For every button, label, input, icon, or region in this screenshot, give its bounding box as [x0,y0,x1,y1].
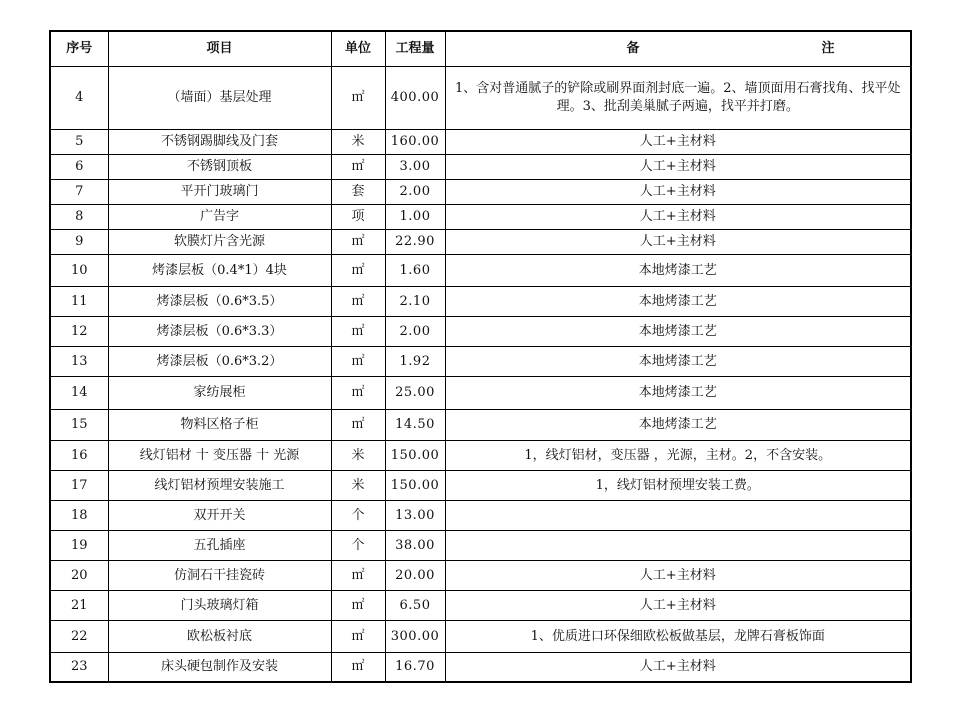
row-qty: 160.00 [385,129,445,154]
row-qty: 150.00 [385,440,445,470]
row-note: 1，线灯铝材预埋安装工费。 [445,470,911,500]
row-qty: 38.00 [385,530,445,560]
row-item: 床头硬包制作及安装 [108,652,331,682]
row-note: 人工+主材料 [445,652,911,682]
header-item: 项目 [108,31,331,66]
row-item: 广告字 [108,204,331,229]
row-seq: 20 [50,560,108,590]
row-qty: 22.90 [385,229,445,254]
row-unit: ㎡ [331,409,385,440]
row-seq: 6 [50,154,108,179]
row-seq: 19 [50,530,108,560]
row-seq: 18 [50,500,108,530]
header-note-left: 备 [626,41,640,56]
row-note: 人工+主材料 [445,590,911,620]
row-seq: 9 [50,229,108,254]
row-note: 人工+主材料 [445,179,911,204]
row-item: 欧松板衬底 [108,620,331,652]
row-note: 1、含对普通腻子的铲除或刷界面剂封底一遍。2、墙顶面用石膏找角、找平处理。3、批刮美巢腻子两遍，找平并打磨。 [445,66,911,129]
row-item: 家纺展柜 [108,376,331,409]
row-note: 人工+主材料 [445,129,911,154]
row-unit: ㎡ [331,590,385,620]
table-row [50,620,911,652]
row-qty: 20.00 [385,560,445,590]
row-qty: 300.00 [385,620,445,652]
row-item: 不锈钢踢脚线及门套 [108,129,331,154]
row-note: 人工+主材料 [445,204,911,229]
row-item: 双开开关 [108,500,331,530]
table-row [50,66,911,129]
row-seq: 8 [50,204,108,229]
row-unit: ㎡ [331,66,385,129]
table-row [50,286,911,316]
row-qty: 2.10 [385,286,445,316]
row-item: 线灯铝材 十 变压器 十 光源 [108,440,331,470]
row-item: 不锈钢顶板 [108,154,331,179]
row-qty: 14.50 [385,409,445,440]
row-qty: 400.00 [385,66,445,129]
row-qty: 1.60 [385,254,445,286]
row-seq: 16 [50,440,108,470]
row-note: 1，线灯铝材，变压器 ，光源，主材。2，不含安装。 [445,440,911,470]
table-body [50,66,911,682]
row-item: 物料区格子柜 [108,409,331,440]
row-note: 1、优质进口环保细欧松板做基层，龙牌石膏板饰面 [445,620,911,652]
row-item: （墙面）基层处理 [108,66,331,129]
row-qty: 16.70 [385,652,445,682]
row-note: 本地烤漆工艺 [445,409,911,440]
row-note: 本地烤漆工艺 [445,254,911,286]
table-row [50,254,911,286]
row-seq: 23 [50,652,108,682]
table-row [50,470,911,500]
row-item: 平开门玻璃门 [108,179,331,204]
row-qty: 2.00 [385,316,445,346]
row-item: 烤漆层板（0.6*3.5） [108,286,331,316]
row-unit: ㎡ [331,286,385,316]
header-seq: 序号 [50,31,108,66]
header-note [445,31,911,66]
row-note: 人工+主材料 [445,154,911,179]
row-qty: 25.00 [385,376,445,409]
row-unit: ㎡ [331,560,385,590]
row-item: 烤漆层板（0.6*3.3） [108,316,331,346]
quantity-table-sheet [49,30,912,683]
row-unit: 米 [331,129,385,154]
row-item: 线灯铝材预埋安装施工 [108,470,331,500]
header-unit: 单位 [331,31,385,66]
row-seq: 13 [50,346,108,376]
table-row [50,409,911,440]
row-qty: 1.00 [385,204,445,229]
row-unit: 项 [331,204,385,229]
row-qty: 13.00 [385,500,445,530]
row-unit: ㎡ [331,620,385,652]
row-seq: 11 [50,286,108,316]
table-row [50,229,911,254]
table-row [50,154,911,179]
table-row [50,376,911,409]
row-seq: 22 [50,620,108,652]
row-item: 五孔插座 [108,530,331,560]
row-unit: 米 [331,440,385,470]
row-unit: 米 [331,470,385,500]
row-seq: 17 [50,470,108,500]
row-unit: 套 [331,179,385,204]
table-row [50,590,911,620]
row-unit: 个 [331,500,385,530]
table-row [50,204,911,229]
table-row [50,530,911,560]
table-row [50,560,911,590]
row-seq: 12 [50,316,108,346]
row-note: 本地烤漆工艺 [445,316,911,346]
row-item: 软膜灯片含光源 [108,229,331,254]
row-seq: 10 [50,254,108,286]
row-unit: ㎡ [331,229,385,254]
row-seq: 21 [50,590,108,620]
row-qty: 2.00 [385,179,445,204]
header-qty: 工程量 [385,31,445,66]
row-unit: ㎡ [331,316,385,346]
row-seq: 7 [50,179,108,204]
row-seq: 5 [50,129,108,154]
row-unit: ㎡ [331,346,385,376]
quantity-table [49,30,912,683]
row-seq: 14 [50,376,108,409]
row-qty: 3.00 [385,154,445,179]
row-note: 本地烤漆工艺 [445,346,911,376]
row-item: 烤漆层板（0.4*1）4块 [108,254,331,286]
row-seq: 4 [50,66,108,129]
table-row [50,652,911,682]
row-note [445,500,911,530]
header-note-right: 注 [821,41,835,56]
row-note: 人工+主材料 [445,560,911,590]
table-row [50,316,911,346]
table-row [50,179,911,204]
row-seq: 15 [50,409,108,440]
row-note: 本地烤漆工艺 [445,286,911,316]
row-unit: ㎡ [331,652,385,682]
row-qty: 1.92 [385,346,445,376]
row-note [445,530,911,560]
row-note: 人工+主材料 [445,229,911,254]
row-item: 烤漆层板（0.6*3.2） [108,346,331,376]
row-unit: ㎡ [331,154,385,179]
row-item: 门头玻璃灯箱 [108,590,331,620]
row-qty: 6.50 [385,590,445,620]
table-row [50,440,911,470]
row-unit: 个 [331,530,385,560]
row-item: 仿洞石干挂瓷砖 [108,560,331,590]
row-qty: 150.00 [385,470,445,500]
row-note: 本地烤漆工艺 [445,376,911,409]
row-unit: ㎡ [331,254,385,286]
table-row [50,129,911,154]
table-row [50,500,911,530]
row-unit: ㎡ [331,376,385,409]
header-row [50,31,911,66]
table-row [50,346,911,376]
